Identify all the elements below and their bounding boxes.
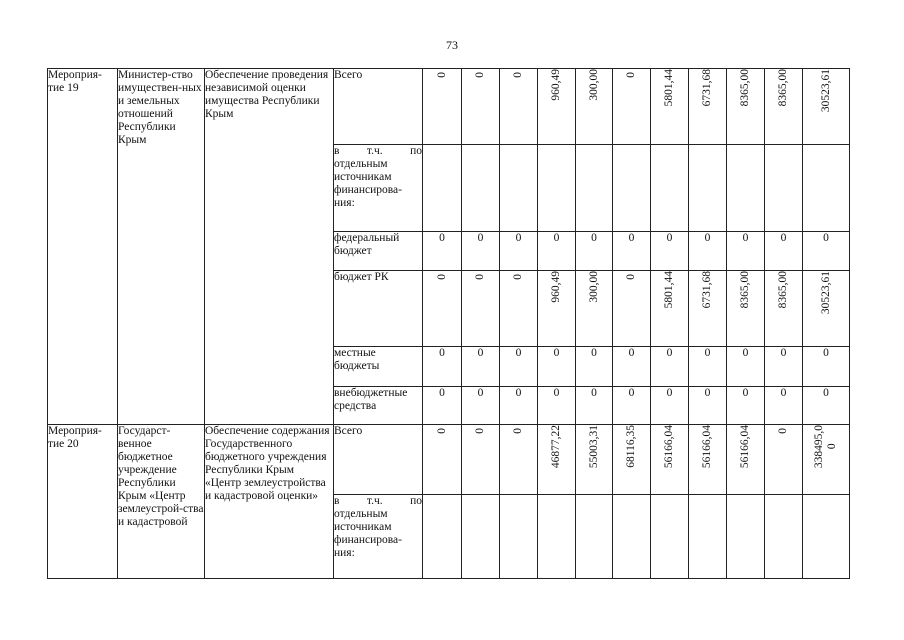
- m20-total-value: 0: [512, 428, 524, 434]
- m19-rk-value: 960,49: [550, 271, 562, 303]
- m19-federal-label: федеральный бюджет: [334, 232, 423, 271]
- m19-federal-value: 0: [500, 232, 538, 271]
- m20-total-value: 338495,0 0: [813, 425, 838, 469]
- m19-extra-value: 0: [727, 387, 765, 425]
- m19-local-value: 0: [613, 347, 651, 387]
- m19-rk-label: бюджет РК: [334, 271, 423, 347]
- m19-extra-value: 0: [803, 387, 850, 425]
- m19-total-value: 0: [474, 72, 486, 78]
- m19-total-value: 8365,00: [777, 69, 789, 107]
- m19-local-value: 0: [500, 347, 538, 387]
- m19-rk-value: 0: [435, 274, 448, 280]
- m19-total-value: 30523,61: [819, 69, 832, 113]
- m20-total-value: 55003,31: [587, 425, 600, 469]
- m19-rk-value: 5801,44: [663, 271, 675, 309]
- m19-rk-value: 30523,61: [819, 271, 832, 315]
- m19-total-value: 0: [512, 72, 524, 78]
- m19-local-value: 0: [462, 347, 500, 387]
- m19-local-value: 0: [576, 347, 613, 387]
- m19-extra-value: 0: [689, 387, 727, 425]
- m20-total-row: [48, 425, 850, 495]
- m19-federal-value: 0: [613, 232, 651, 271]
- m19-extra-value: 0: [500, 387, 538, 425]
- m19-federal-value: 0: [462, 232, 500, 271]
- m19-extra-value: 0: [576, 387, 613, 425]
- m19-local-value: 0: [538, 347, 576, 387]
- m19-rk-value: 8365,00: [739, 271, 751, 309]
- m19-extra-value: 0: [765, 387, 803, 425]
- m19-total-value: 960,49: [550, 69, 562, 101]
- m19-total-value: 300,00: [587, 69, 600, 101]
- m19-federal-value: 0: [576, 232, 613, 271]
- m19-federal-value: 0: [689, 232, 727, 271]
- m19-total-value: 0: [435, 72, 448, 78]
- m19-total-value: 8365,00: [739, 69, 751, 107]
- m20-executor-cell: Государст-венное бюджетное учреждение Республики Крым «Центр землеустрой-ства и кадастровой: [118, 425, 205, 579]
- m20-total-value: 56166,04: [701, 425, 713, 469]
- m19-total-row: [48, 69, 850, 145]
- m20-total-value: 56166,04: [739, 425, 751, 469]
- m19-local-label: местные бюджеты: [334, 347, 423, 387]
- m19-federal-value: 0: [538, 232, 576, 271]
- m19-extra-value: 0: [462, 387, 500, 425]
- m19-local-value: 0: [689, 347, 727, 387]
- m19-rk-value: 300,00: [587, 271, 600, 303]
- m20-sources-label: в т.ч. по отдельным источникам финансирова-ния:: [334, 495, 423, 579]
- m20-total-value: 0: [474, 428, 486, 434]
- m20-event-cell: Мероприя-тие 20: [48, 425, 118, 579]
- m19-extra-value: 0: [651, 387, 689, 425]
- m19-total-value: 6731,68: [701, 69, 713, 107]
- m19-federal-value: 0: [803, 232, 850, 271]
- m19-total-label: Всего: [334, 69, 423, 145]
- m20-total-value: 68116,35: [625, 425, 637, 468]
- m19-local-value: 0: [765, 347, 803, 387]
- m19-extra-value: 0: [538, 387, 576, 425]
- m19-description-cell: Обеспечение проведения независимой оценки имущества Республики Крым: [205, 69, 334, 425]
- m19-federal-value: 0: [651, 232, 689, 271]
- m19-total-value: 5801,44: [663, 69, 675, 107]
- m19-sources-label: в т.ч. по отдельным источникам финансирова-ния:: [334, 145, 423, 232]
- m19-local-value: 0: [803, 347, 850, 387]
- m19-federal-value: 0: [423, 232, 462, 271]
- m20-total-label: Всего: [334, 425, 423, 495]
- m19-event-cell: Мероприя-тие 19: [48, 69, 118, 425]
- m20-total-value: 46877,22: [550, 425, 562, 469]
- m19-rk-value: 6731,68: [701, 271, 713, 309]
- m19-rk-value: 0: [625, 274, 637, 280]
- m19-local-value: 0: [651, 347, 689, 387]
- m20-total-value: 0: [435, 428, 448, 434]
- m19-rk-value: 0: [512, 274, 524, 280]
- m19-local-value: 0: [727, 347, 765, 387]
- m19-extra-value: 0: [423, 387, 462, 425]
- m19-federal-value: 0: [765, 232, 803, 271]
- m19-rk-value: 0: [474, 274, 486, 280]
- m20-total-value: 56166,04: [663, 425, 675, 469]
- m19-federal-value: 0: [727, 232, 765, 271]
- m20-description-cell: Обеспечение содержания Государственного бюджетного учреждения Республики Крым «Центр землеустройства и кадастровой оценки»: [205, 425, 334, 579]
- m19-rk-value: 8365,00: [777, 271, 789, 309]
- m19-total-value: 0: [625, 72, 637, 78]
- funding-table: [47, 68, 850, 579]
- m19-extra-label: внебюджетные средства: [334, 387, 423, 425]
- page-number: 73: [446, 38, 458, 52]
- m19-local-value: 0: [423, 347, 462, 387]
- m19-executor-cell: Министер-ство имуществен-ных и земельных отношений Республики Крым: [118, 69, 205, 425]
- m19-extra-value: 0: [613, 387, 651, 425]
- m20-total-value: 0: [777, 428, 789, 434]
